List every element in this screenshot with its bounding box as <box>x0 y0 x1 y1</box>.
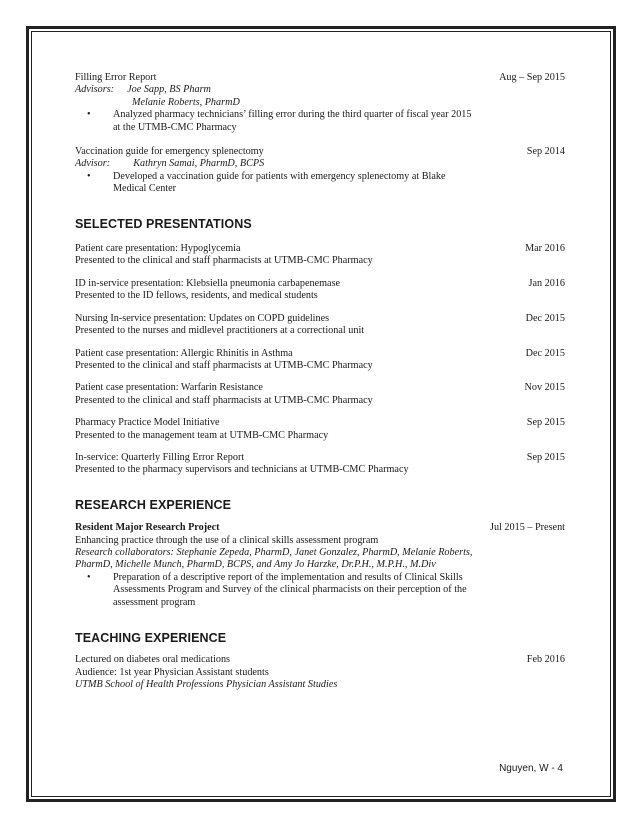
research-item <box>75 522 565 609</box>
teaching-title: Lectured on diabetes oral medications <box>75 654 231 666</box>
research-collaborators: Research collaborators: Stephanie Zepeda, PharmD, Janet Gonzalez, PharmD, Melanie Roberts, <box>75 546 473 558</box>
presentation-audience: Presented to the pharmacy supervisors and technicians at UTMB-CMC Pharmacy <box>75 464 409 476</box>
presentation-audience: Presented to the clinical and staff pharmacists at UTMB-CMC Pharmacy <box>75 359 373 371</box>
presentation-date: Sep 2015 <box>526 417 565 429</box>
section-heading-teaching: TEACHING EXPERIENCE <box>75 631 227 645</box>
advisor-name: Joe Sapp, BS Pharm <box>127 84 211 96</box>
research-title: Resident Major Research Project <box>75 522 220 534</box>
presentation-date: Dec 2015 <box>525 347 565 359</box>
presentation-audience: Presented to the ID fellows, residents, and medical students <box>75 290 318 302</box>
presentation-item <box>75 382 565 407</box>
presentation-title: ID in-service presentation: Klebsiella pneumonia carbapenemase <box>75 277 341 289</box>
presentation-item <box>75 417 565 442</box>
section-heading-research: RESEARCH EXPERIENCE <box>75 497 232 512</box>
research-bullets <box>75 572 565 609</box>
presentation-date: Jan 2016 <box>528 277 565 289</box>
bullet-line: • Analyzed pharmacy technicians’ filling error during the third quarter of fiscal year 2015 <box>113 109 472 121</box>
bullet-line: Medical Center <box>113 183 177 195</box>
teaching-audience: Audience: 1st year Physician Assistant students <box>75 666 269 678</box>
presentation-date: Nov 2015 <box>524 382 565 394</box>
presentation-audience: Presented to the clinical and staff pharmacists at UTMB-CMC Pharmacy <box>75 255 373 267</box>
advisor-name: Kathryn Samai, PharmD, BCPS <box>133 158 265 170</box>
resume-content <box>75 72 565 692</box>
page-footer: Nguyen, W - 4 <box>499 763 563 774</box>
presentation-audience: Presented to the clinical and staff pharmacists at UTMB-CMC Pharmacy <box>75 394 373 406</box>
project-date: Sep 2014 <box>526 146 565 158</box>
teaching-institution: UTMB School of Health Professions Physician Assistant Studies <box>75 679 338 691</box>
research-date: Jul 2015 – Present <box>490 522 565 534</box>
section-heading-presentations: SELECTED PRESENTATIONS <box>75 216 252 231</box>
presentation-title: Pharmacy Practice Model Initiative <box>75 417 220 429</box>
research-collaborators: PharmD, Michelle Munch, PharmD, BCPS, and Amy Jo Harzke, Dr.P.H., M.P.H., M.Div <box>75 559 436 571</box>
bullet-line: Assessments Program and Survey of the clinical pharmacists on their perception of the <box>113 584 467 596</box>
presentation-date: Sep 2015 <box>526 451 565 463</box>
bullet-line: assessment program <box>113 596 196 608</box>
project-date: Aug – Sep 2015 <box>499 72 565 83</box>
teaching-date: Feb 2016 <box>526 654 565 666</box>
project-title: Filling Error Report <box>75 72 157 83</box>
presentation-date: Dec 2015 <box>525 312 565 324</box>
presentation-item <box>75 243 565 268</box>
project-vaccination-guide <box>75 146 565 196</box>
presentation-title: In-service: Quarterly Filling Error Report <box>75 451 245 463</box>
project-filling-error <box>75 72 565 134</box>
advisor-name: Melanie Roberts, PharmD <box>132 96 240 108</box>
bullet-line: • Developed a vaccination guide for patients with emergency splenectomy at Blake <box>113 170 446 182</box>
teaching-item <box>75 654 565 691</box>
presentation-title: Nursing In-service presentation: Updates on COPD guidelines <box>75 312 330 324</box>
presentation-title: Patient case presentation: Warfarin Resistance <box>75 382 263 394</box>
bullet-item <box>113 171 565 196</box>
presentation-audience: Presented to the management team at UTMB-CMC Pharmacy <box>75 429 329 441</box>
presentation-item <box>75 348 565 373</box>
research-description: Enhancing practice through the use of a clinical skills assessment program <box>75 534 379 546</box>
project-bullets <box>75 109 565 134</box>
presentation-date: Mar 2016 <box>525 243 565 255</box>
presentation-item <box>75 313 565 338</box>
bullet-item <box>113 572 565 609</box>
presentation-audience: Presented to the nurses and midlevel practitioners at a correctional unit <box>75 325 365 337</box>
project-bullets <box>75 171 565 196</box>
presentation-item <box>75 278 565 303</box>
bullet-line: at the UTMB-CMC Pharmacy <box>113 121 237 133</box>
project-title: Vaccination guide for emergency splenectomy <box>75 146 264 158</box>
advisor-label: Advisor: <box>75 158 111 170</box>
presentation-item <box>75 452 565 477</box>
bullet-item <box>113 109 565 134</box>
bullet-line: • Preparation of a descriptive report of the implementation and results of Clinical Skills <box>113 571 463 583</box>
presentation-title: Patient case presentation: Allergic Rhinitis in Asthma <box>75 347 293 359</box>
presentation-title: Patient care presentation: Hypoglycemia <box>75 243 241 255</box>
advisor-label: Advisors: <box>75 84 115 96</box>
